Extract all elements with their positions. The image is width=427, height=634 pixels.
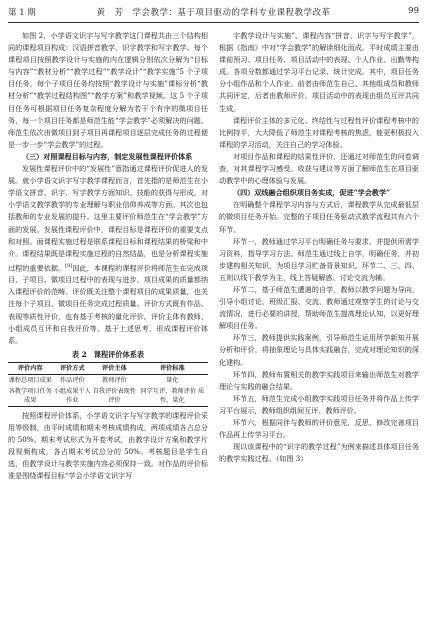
table-header: 评价标准 bbox=[137, 362, 208, 374]
paragraph: 如图 2，小学语文识字与写字教学这门课程共由三个结构相同的课程项目构成：汉语拼音教学、识字教学和写字教学。每个课程项目按照教学设计与实施的内在逻辑分别依次分解为“目标与内容”“教材分析”“教学过程”“教学设计”“教学实施”5 个子项目任务，每个子项目任务均按照“教学设计与实施”课标分析“教材分析”“教学过程结构图”“教学方案”和教学视频。这 5 个子项目任务可根据项目任务复杂程度分解为若干个有序的微项目任务，每一个项目任务都是师范生能“学会教学”必须解决的问题。师范生依次由微项目到子项目再课程项目逐层完成任务的过程便是一步一步“学会教学”的过程。 bbox=[8, 31, 208, 149]
step-paragraph: 环节四，教师布置相关的教学实践项目来输出师范生对教学理论与实践的融合结果。 bbox=[219, 369, 419, 391]
paragraph: 字教学设计与实施”、课程内容“拼音、识字与写字教学”，根据《指南》中对“学会教学”的解读细化而成。平时成绩主要由课前预习、项目任务、项目活动中的表现、个人作业、出勤等构成。各项分数都通过学习平台记录、统计完成。其中，项目任务分小组作品和个人作业。前者由师范生自己、其他组成员和教师共同评定，后者由教师评价。项目活动中的表现由组员互评共同生成。 bbox=[219, 31, 419, 113]
left-column bbox=[8, 30, 208, 482]
paragraph: 按照课程评价体系，小学语文识字与写字教学的课程评价采用等级制，由平时成绩和期末考核成绩构成，两项成绩各占总分的 50%。期末考试形式为开卷考试，由教学设计方案和教学片段视频构成，各占期末考试总分的 50%。考核题目是学生自选，但教学设计与教学实施内容必须保持一致。对作品的评价标准是围绕课程目标“学会小学语文识字写 bbox=[8, 410, 208, 481]
step-paragraph: 环节三，教师提供实践案例，引导师范生运用所学新知开展分析和评价，将抽象理论与具体实践融合，完成对理论知识的深化建构。 bbox=[219, 333, 419, 367]
table-header: 评价主体 bbox=[92, 362, 136, 374]
citation: [8] bbox=[65, 262, 73, 269]
table-cell: 各教学项目任务成果 bbox=[8, 386, 52, 407]
table-cell: 作品评价 bbox=[59, 376, 85, 384]
page-header bbox=[8, 6, 419, 20]
running-title: 黄 芳 学会教学：基于项目驱动的学科专业课程教学改革 bbox=[96, 8, 331, 18]
paragraph: 课程评价主体的多元化、终结性与过程性评价课程考核中的比例持平，大大降低了师范生对课程考核的焦虑，能更积极投入课程的学习活动，关注自己的学习体验。 bbox=[219, 115, 419, 149]
evaluation-table bbox=[8, 362, 208, 407]
header-rule bbox=[8, 22, 419, 23]
step-paragraph: 环节一，教师通过学习平台明确任务与要求，并提供所需学习资料，指导学习方法。师范生通过线上自学，明确任务，并初步建构相关知识，为项目学习贮备背景知识。环节二、三、四、五则以线下教学为主，线上答疑解惑、讨论交流为辅。 bbox=[219, 236, 419, 282]
table-cell: 自我评价表现性评价 bbox=[92, 386, 136, 407]
table-title: 表 2 课程评价体系表 bbox=[71, 349, 145, 359]
table-header: 评价方式 bbox=[52, 362, 92, 374]
paragraph: 在明确整个课程学习内容与方式后，课程教学从完成最低层的微项目任务开始。完整的子项目任务驱动式教学流程共有六个环节。 bbox=[219, 200, 419, 234]
table-cell: 课程总项目成果 bbox=[8, 376, 52, 384]
issue-number: 第 1 期 bbox=[8, 8, 36, 18]
section-heading: （四）双线融合组织项目务实成，促进“学会教学” bbox=[233, 188, 391, 198]
table-row bbox=[8, 374, 208, 386]
page-number: 99 bbox=[408, 6, 419, 16]
paragraph: 对项目作品和课程的结果性评价，还通过对师范生的问卷调查，对其课程学习感受、收获与建议等方面了解师范生在项目驱动教学中的心理体验与发展。 bbox=[219, 151, 419, 186]
table-cell: 教师评价 bbox=[102, 376, 127, 384]
step-paragraph: 环节二，基于师范生遭遇的自学，教师以教学问题为导向，引导小组讨论，班级汇报、交流，教师通过观察学生的讨论与交流情况，进行必要的讲授，帮助师范生提高理论认知，以更好理解项目任务。 bbox=[219, 284, 419, 331]
table-header: 评价内容 bbox=[8, 362, 52, 374]
paragraph-text: 因此，本课程的课程评价将师范生在完成项目、子项目、微项目过程中的表现与进步，项目成果的质量都纳入课程评价的范畴。评价既关注整个课程项目的成果质量，也关注每个子项目、微项目任务完成过程质量。评价方式既有作品、表现等质性评价，也有基于考核的量化评价。评价主体有教师、小组成员互评和自我评价等。基于上述思考，形成课程评价体系。 bbox=[8, 263, 209, 345]
table-cell: 同学互评、教师评价 质性、量化 bbox=[137, 386, 208, 407]
table-cell: 小组成果个人作业 bbox=[52, 386, 92, 407]
section-heading: （三）对照课程目标与内容，制定发展性课程评价体系 bbox=[22, 151, 193, 161]
table-row bbox=[8, 386, 208, 407]
right-column bbox=[219, 30, 419, 465]
step-paragraph: 环节五，师范生完成小组教学实践项目任务并将作品上传学习平台展示，教师组织组间互评、教师评价。 bbox=[219, 393, 419, 415]
paragraph: 现以该课程中的“识字的教学过程”为例来描述具体项目任务的教学实践过程。（如图 3） bbox=[219, 442, 419, 464]
table-cell: 量化 bbox=[166, 376, 179, 384]
step-paragraph: 环节六，根据同伴与教师的评价意见，反思，修改完善项目作品再上传学习平台。 bbox=[219, 418, 419, 440]
table-header-row bbox=[8, 362, 208, 374]
paragraph bbox=[8, 163, 208, 347]
paragraph-text: 发展性课程评价中的“发展性”意指通过课程评价促进人的发展。就小学语文识字写字教学课程而言，首先指的是师范生在小学语文拼音、识字、写字教学方面知识、技能的获得与形成，对小学语文教学教学的专业理解与职业信仰养成等方面。其次也包括教师的专业发展的提升。这里主要评价师范生在“学会教学”方面的发展。发展性课程评价中，课程目标是课程评价的重要支点和对照。面课程实施过程是联系课程目标和课程结果的桥梁和中介。课程结果既是课程实施过程的自然结晶，也是分析课程实施过程的重要依据。 bbox=[8, 164, 208, 273]
